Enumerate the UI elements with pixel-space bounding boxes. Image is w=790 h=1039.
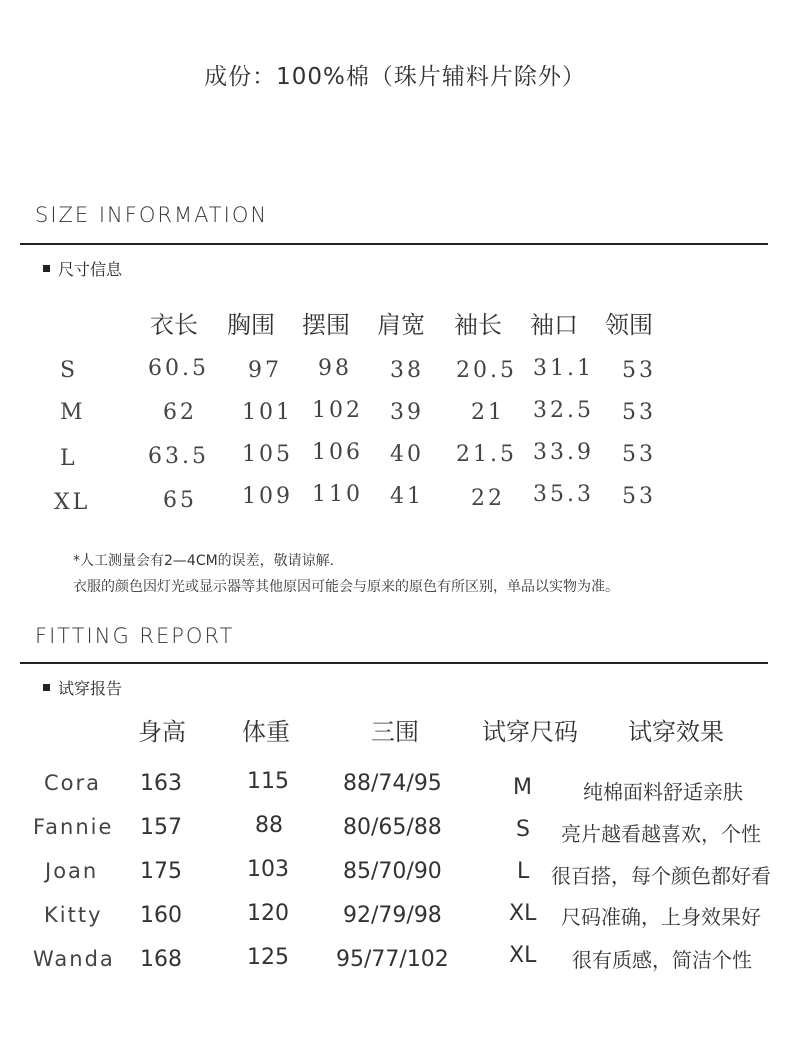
bullet-icon bbox=[43, 265, 50, 272]
size-section-divider bbox=[20, 243, 768, 245]
size-cell: 41 bbox=[390, 484, 424, 509]
model-measurements: 95/77/102 bbox=[336, 947, 449, 972]
size-header-cell: 摆围 bbox=[302, 311, 350, 339]
model-name: Wanda bbox=[33, 947, 115, 971]
fitting-subtitle-row bbox=[43, 676, 122, 699]
size-cell: 60.5 bbox=[148, 356, 209, 381]
model-effect: 很有质感，简洁个性 bbox=[572, 948, 752, 972]
size-cell: 98 bbox=[318, 356, 352, 381]
model-size: S bbox=[516, 817, 530, 842]
size-label: L bbox=[60, 446, 78, 471]
model-size: XL bbox=[509, 901, 537, 926]
size-cell: 106 bbox=[312, 440, 363, 465]
size-cell: 65 bbox=[163, 488, 197, 513]
model-measurements: 85/70/90 bbox=[343, 859, 442, 884]
model-name: Cora bbox=[44, 771, 102, 795]
size-cell: 53 bbox=[622, 358, 656, 383]
size-cell: 31.1 bbox=[533, 356, 594, 381]
bullet-icon bbox=[43, 684, 50, 691]
size-label: XL bbox=[54, 490, 91, 515]
size-cell: 22 bbox=[471, 486, 505, 511]
model-size: L bbox=[517, 859, 530, 884]
size-cell: 33.9 bbox=[533, 440, 594, 465]
model-height: 175 bbox=[140, 859, 182, 884]
size-section-title: SIZE INFORMATION bbox=[35, 203, 269, 227]
model-height: 168 bbox=[140, 947, 182, 972]
size-header-cell: 肩宽 bbox=[377, 311, 425, 339]
model-weight: 115 bbox=[247, 769, 289, 794]
model-height: 163 bbox=[140, 771, 182, 796]
model-size: M bbox=[513, 775, 532, 800]
size-cell: 21.5 bbox=[456, 442, 517, 467]
size-subtitle-row bbox=[43, 257, 122, 280]
model-weight: 88 bbox=[255, 813, 283, 838]
size-cell: 110 bbox=[312, 482, 363, 507]
model-effect: 纯棉面料舒适亲肤 bbox=[583, 780, 743, 804]
composition-text: 成份：100%棉（珠片辅料片除外） bbox=[204, 64, 586, 90]
model-measurements: 92/79/98 bbox=[343, 903, 442, 928]
size-subtitle: 尺寸信息 bbox=[58, 260, 123, 279]
fitting-subtitle: 试穿报告 bbox=[58, 679, 123, 698]
fitting-header-cell: 试穿尺码 bbox=[482, 718, 578, 746]
size-header-cell: 袖口 bbox=[530, 311, 578, 339]
size-header-cell: 袖长 bbox=[454, 311, 502, 339]
fitting-header-cell: 体重 bbox=[242, 718, 290, 746]
size-cell: 20.5 bbox=[456, 358, 517, 383]
model-effect: 亮片越看越喜欢，个性 bbox=[561, 822, 761, 846]
model-measurements: 88/74/95 bbox=[343, 771, 442, 796]
size-cell: 102 bbox=[312, 398, 363, 423]
fitting-header-cell: 身高 bbox=[138, 718, 186, 746]
size-header-cell: 领围 bbox=[605, 311, 653, 339]
size-cell: 101 bbox=[242, 400, 293, 425]
model-weight: 125 bbox=[247, 945, 289, 970]
model-weight: 120 bbox=[247, 901, 289, 926]
model-name: Joan bbox=[45, 859, 99, 883]
model-measurements: 80/65/88 bbox=[343, 815, 442, 840]
size-cell: 53 bbox=[622, 442, 656, 467]
size-cell: 53 bbox=[622, 484, 656, 509]
size-header-cell: 胸围 bbox=[227, 311, 275, 339]
model-name: Fannie bbox=[33, 815, 114, 839]
fitting-header-cell: 试穿效果 bbox=[628, 718, 724, 746]
measurement-note: *人工测量会有2—4CM的误差，敬请谅解. bbox=[73, 553, 335, 569]
size-cell: 39 bbox=[390, 400, 424, 425]
size-cell: 40 bbox=[390, 442, 424, 467]
size-cell: 38 bbox=[390, 358, 424, 383]
fitting-header-cell: 三围 bbox=[371, 718, 419, 746]
model-height: 160 bbox=[140, 903, 182, 928]
model-weight: 103 bbox=[247, 857, 289, 882]
model-effect: 尺码准确，上身效果好 bbox=[561, 905, 761, 929]
model-height: 157 bbox=[140, 815, 182, 840]
size-cell: 97 bbox=[248, 358, 282, 383]
size-cell: 109 bbox=[242, 484, 293, 509]
size-header-cell: 衣长 bbox=[150, 311, 198, 339]
size-label: S bbox=[60, 358, 79, 383]
size-cell: 32.5 bbox=[533, 398, 594, 423]
fitting-section-divider bbox=[20, 662, 768, 664]
size-cell: 35.3 bbox=[533, 482, 594, 507]
size-label: M bbox=[60, 400, 86, 425]
size-cell: 63.5 bbox=[148, 444, 209, 469]
fitting-section-title: FITTING REPORT bbox=[35, 624, 235, 648]
size-cell: 62 bbox=[163, 400, 197, 425]
color-note: 衣服的颜色因灯光或显示器等其他原因可能会与原来的原色有所区别，单品以实物为准。 bbox=[73, 579, 619, 595]
size-cell: 53 bbox=[622, 400, 656, 425]
model-name: Kitty bbox=[44, 903, 103, 927]
model-size: XL bbox=[509, 943, 537, 968]
size-cell: 21 bbox=[471, 400, 505, 425]
size-cell: 105 bbox=[242, 442, 293, 467]
model-effect: 很百搭，每个颜色都好看 bbox=[551, 864, 771, 888]
